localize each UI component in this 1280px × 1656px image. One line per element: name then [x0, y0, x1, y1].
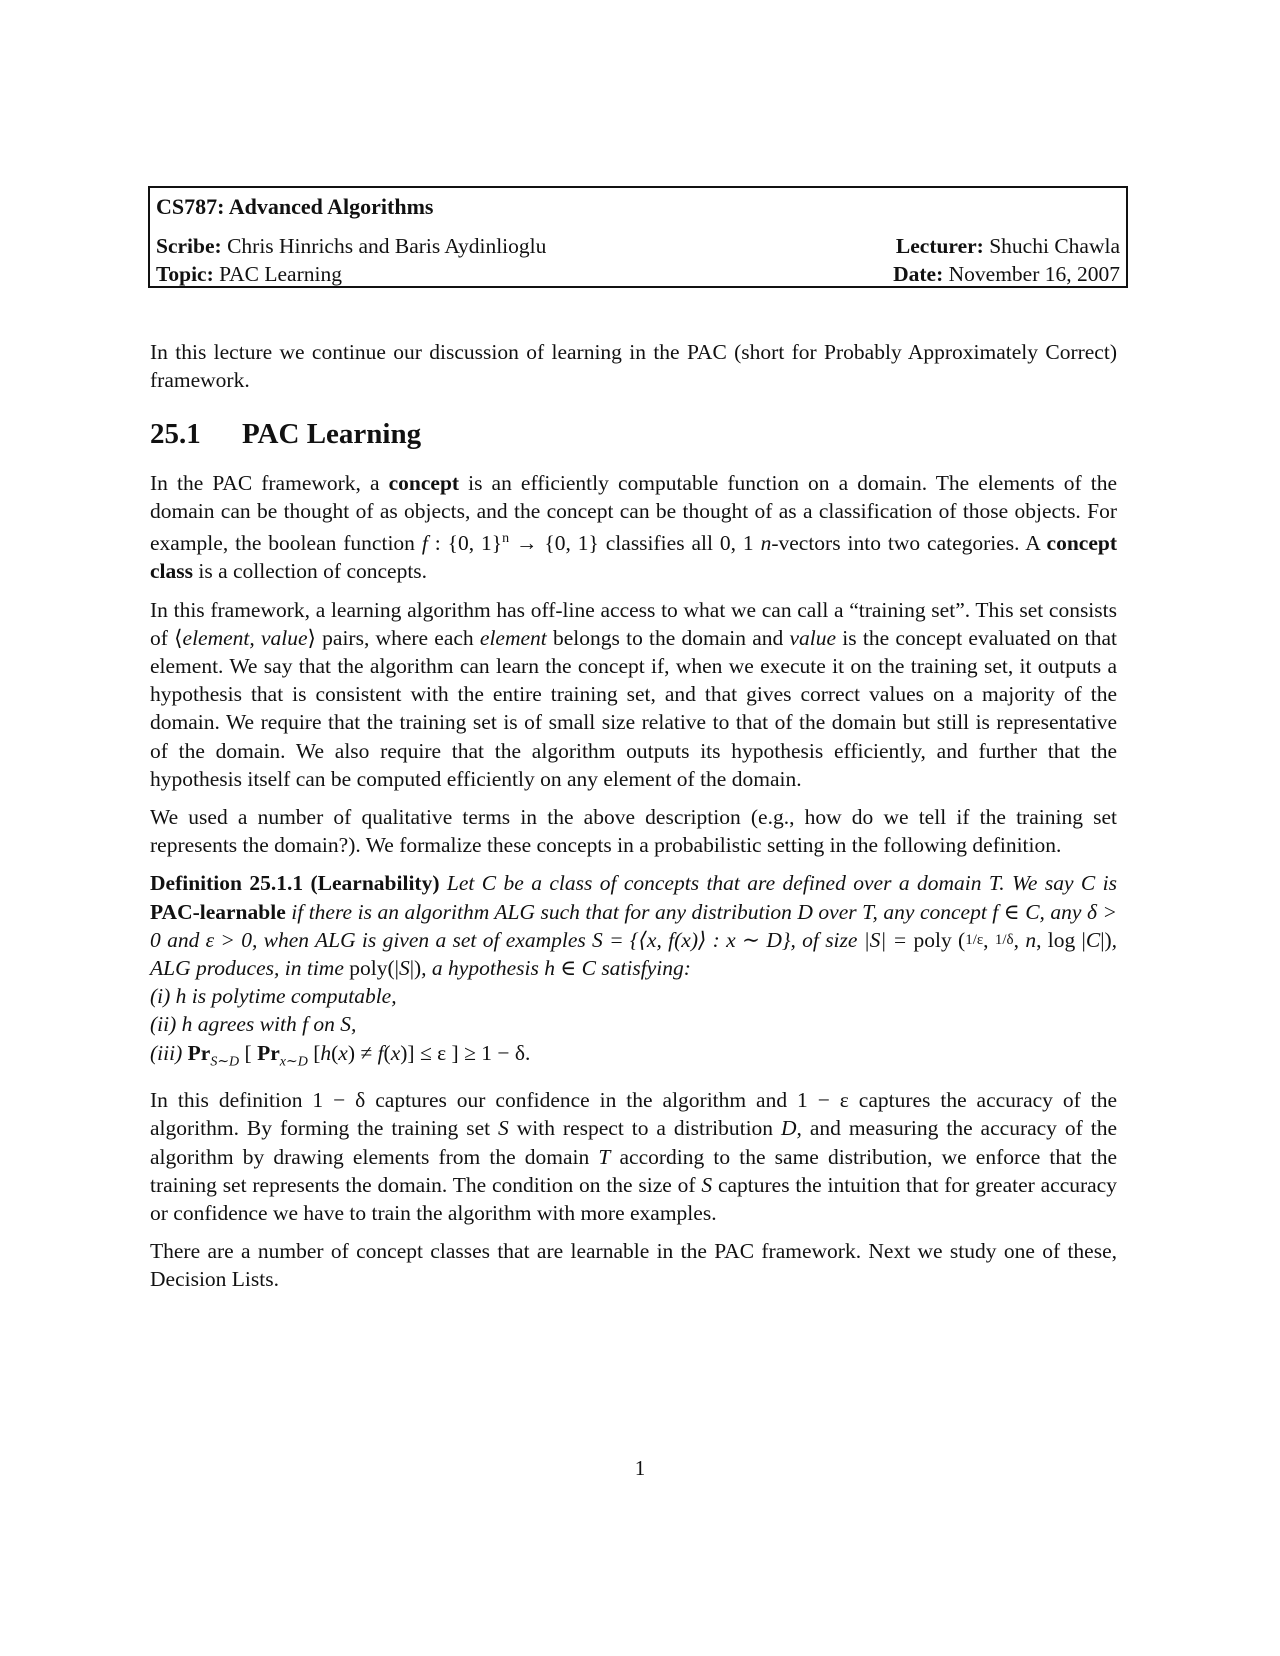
text-segment: concept: [388, 470, 460, 495]
text-segment: : {0, 1}: [427, 531, 503, 556]
text-segment: |): [1100, 927, 1112, 952]
section-title: PAC Learning: [242, 418, 422, 451]
text-segment: x∼D: [279, 1053, 308, 1069]
paragraph: [150, 803, 1117, 859]
topic-label: Topic:: [156, 262, 214, 286]
text-segment: element: [479, 625, 547, 650]
text-segment: )] ≤ ε ] ≥ 1 − δ.: [400, 1040, 531, 1065]
text-segment: value: [789, 625, 837, 650]
text-segment: Pr: [257, 1040, 280, 1065]
text-segment: , and measuring the accuracy of the algorithm by drawing elements from the domain: [150, 1116, 1118, 1169]
text-segment: S: [398, 956, 410, 981]
text-segment: 1/ε: [965, 931, 984, 948]
text-segment: with respect to a distribution: [508, 1116, 781, 1141]
scribe-label: Scribe:: [156, 234, 222, 258]
text-segment: (: [331, 1040, 339, 1065]
text-segment: S: [498, 1116, 509, 1141]
intro-paragraph: [150, 338, 1117, 394]
paragraph: [150, 1237, 1117, 1293]
text-segment: ) ≠: [347, 1040, 378, 1065]
text-segment: x: [390, 1040, 401, 1065]
text-segment: ⟩ pairs, where each: [307, 625, 480, 650]
text-segment: , ALG produces, in time: [150, 927, 1118, 981]
lecturer-line: [896, 232, 1120, 260]
text-segment: belongs to the domain and: [546, 625, 790, 650]
text-segment: n: [1025, 927, 1037, 952]
condition-i: [150, 982, 1117, 1010]
text-segment: poly: [913, 927, 952, 952]
topic-line: [156, 260, 342, 288]
topic-value: PAC Learning: [219, 262, 342, 286]
lecturer-name: Shuchi Chawla: [989, 234, 1120, 258]
text-segment: is a collection of concepts.: [193, 559, 428, 584]
text-segment: ,: [1013, 927, 1026, 952]
text-segment: , a hypothesis h ∈ C satisfying:: [421, 956, 691, 981]
paragraph: [150, 1086, 1117, 1227]
text-segment: PAC-learnable: [150, 899, 286, 924]
text-segment: T: [598, 1144, 611, 1169]
condition-ii: [150, 1010, 1117, 1038]
text-segment: [: [239, 1040, 258, 1065]
text-segment: S∼D: [210, 1053, 240, 1069]
paragraph: [150, 469, 1117, 586]
definition-block: [150, 869, 1117, 1076]
text-segment: is the concept evaluated on that element. We say that the algorithm can learn the concept if, when we execute it on the training set, it outputs a hypothesis that is consistent with the entire training set, and that gives correct values on a majority of the domain. We require that the training set is of small size relative to that of the domain but still is representative of the domain. We also require that the algorithm outputs its hypothesis efficiently, and further that the hypothesis itself can be computed efficiently on any element of the domain.: [150, 625, 1117, 791]
section-heading: [150, 418, 1117, 451]
text-segment: , log |: [1036, 927, 1086, 952]
scribe-names: Chris Hinrichs and Baris Aydinlioglu: [227, 234, 547, 258]
scribe-line: [156, 232, 546, 260]
text-segment: S: [701, 1172, 713, 1197]
text-segment: [: [307, 1040, 321, 1065]
text-segment: -vectors into two categories. A: [771, 531, 1047, 556]
text-segment: In this framework, a learning algorithm has off-line access to what we can call a “training set”. This set consists of ⟨: [150, 597, 1117, 650]
section-number: 25.1: [150, 418, 201, 451]
text-segment: f: [377, 1040, 384, 1065]
text-segment: D: [781, 1116, 797, 1141]
course-title: CS787: Advanced Algorithms: [156, 194, 434, 219]
text-segment: C: [1085, 927, 1101, 952]
text-segment: (: [383, 1040, 391, 1065]
text-segment: (: [951, 927, 966, 952]
date-value: November 16, 2007: [948, 262, 1120, 286]
text-segment: In this definition 1 − δ captures our confidence in the algorithm and 1 − ε captures the accuracy of the algorithm. By forming the training set: [150, 1088, 1117, 1141]
text-segment: In this lecture we continue our discussion of learning in the PAC (short for Probably Approximately Correct) framework.: [150, 340, 1117, 393]
text-segment: is an efficiently computable function on a domain. The elements of the domain can be thought of as objects, and the concept can be thought of as a classification of those objects. For example, the boolean function: [150, 470, 1117, 556]
definition-label: Definition 25.1.1 (Learnability): [150, 871, 440, 896]
paragraph: [150, 596, 1117, 793]
date-label: Date:: [893, 262, 944, 286]
text-segment: There are a number of concept classes that are learnable in the PAC framework. Next we study one of these, Decision Lists.: [150, 1239, 1117, 1292]
text-segment: n: [760, 531, 772, 556]
page-number: 1: [634, 1456, 646, 1480]
text-segment: In the PAC framework, a: [150, 470, 389, 495]
condition-iii: [150, 1039, 1117, 1077]
lecturer-label: Lecturer:: [895, 234, 984, 258]
text-segment: if there is an algorithm ALG such that for any distribution D over T, any concept f ∈ C, any δ > 0 and ε > 0, when ALG is given a set of examples S = {⟨x, f(x)⟩ : x ∼ D}, of size |S| =: [150, 899, 1117, 952]
text-segment: (iii): [150, 1040, 188, 1065]
text-segment: 1/δ: [994, 931, 1014, 948]
text-segment: poly(|: [349, 956, 399, 981]
text-segment: Let C be a class of concepts that are defined over a domain T. We say C is: [439, 871, 1118, 896]
text-segment: according to the same distribution, we enforce that the training set represents the domain. The condition on the size of: [150, 1144, 1118, 1197]
text-segment: h: [320, 1040, 332, 1065]
text-segment: f: [421, 531, 428, 556]
document-body: [150, 338, 1117, 1304]
text-segment: We used a number of qualitative terms in the above description (e.g., how do we tell if the training set represents the domain?). We formalize these concepts in a probabilistic setting in the following definition.: [150, 805, 1117, 858]
text-segment: element, value: [182, 625, 308, 650]
date-line: [893, 260, 1120, 288]
text-segment: (ii) h agrees with f on S,: [150, 1012, 357, 1037]
text-segment: captures the intuition that for greater accuracy or confidence we have to train the algorithm with more examples.: [150, 1172, 1117, 1225]
text-segment: n: [502, 531, 510, 547]
text-segment: |): [409, 956, 422, 981]
text-segment: Pr: [187, 1040, 211, 1065]
text-segment: → {0, 1} classifies all 0, 1: [509, 531, 761, 556]
text-segment: (i) h is polytime computable,: [150, 984, 397, 1009]
lecture-header-box: [148, 186, 1128, 288]
text-segment: x: [338, 1040, 348, 1065]
text-segment: ,: [983, 927, 995, 952]
text-segment: concept class: [150, 531, 1117, 584]
